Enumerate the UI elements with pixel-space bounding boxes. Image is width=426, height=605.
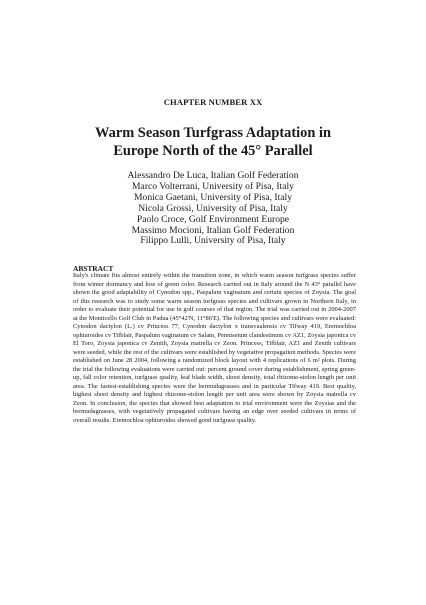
abstract-body: Italy's climate fits almost entirely within the transition zone, in which warm season turfgrass species suffer from winter dormancy and loss of green color. Research carried out in Italy around the N 43° parallel have shown the good adaptability of Cynodon spp., Paspalum vaginatum and certain species of Zoysia. The goal of this research was to study some warm season turfgrass species and cultivars grown in Northern Italy, in order to evaluate their potential for use in golf courses of that region. The trial was carried out in 2004-2007 at the Monticello Golf Club in Padua (45°42'N, 11°86'E). The following species and cultivars were evaluated: Cynodon dactylon (L.) cv Princess 77, Cynodon dactylon x transvaalensis cv Tifway 419, Eremochloa ophiuroides cv Tifblair, Paspalum vaginatum cv Salam, Pennisetum clandestinum cv AZ1, Zoysia japonica cv El Toro, Zoysia japonica cv Zenith, Zoysia matrella cv Zeon. Princess, Tifblair, AZ1 and Zenith cultivars were seeded, while the rest of the cultivars were established by vegetative propagation methods. Species were established on June 28 2004, following a randomized block layout with 4 replications of 6 m² plots. During the trial the following evaluations were carried out: percent ground cover during establishment, spring green-up, fall color retention, turfgrass quality, leaf blade width, shoot density, total rhizome-stolon length per unit area. The fastest-establishing species were the bermudagrasses and in particular Tifway 419. Best quality, highest shoot density and highest rhizome-stolon length per unit area were shown by Zoysia matrella cv Zeon. In conclusion, the species that showed best adaptation to trial environment were the Zoysias and the bermudagrasses, with vegetatively propagated cultivars having an edge over seeded cultivars in terms of overall results. Eremochloa ophiuroides showed good turfgrass quality. bbox=[73, 272, 356, 424]
chapter-number: CHAPTER NUMBER XX bbox=[163, 97, 263, 107]
author-entry: Massimo Mocioni, Italian Golf Federation bbox=[131, 224, 295, 236]
author-entry: Monica Gaetani, University of Pisa, Italy bbox=[134, 191, 292, 203]
author-entry: Nicola Grossi, University of Pisa, Italy bbox=[138, 202, 288, 214]
abstract-heading: ABSTRACT bbox=[73, 264, 114, 273]
author-entry: Marco Volterrani, University of Pisa, Italy bbox=[132, 180, 294, 192]
author-entry: Paolo Croce, Golf Environment Europe bbox=[136, 213, 290, 225]
author-list bbox=[60, 171, 366, 247]
paper-title-line-1: Warm Season Turfgrass Adaptation in bbox=[95, 125, 331, 141]
paper-title bbox=[60, 124, 366, 160]
paper-title-line-2: Europe North of the 45° Parallel bbox=[113, 143, 313, 159]
author-entry: Alessandro De Luca, Italian Golf Federation bbox=[127, 170, 299, 181]
author-entry: Filippo Lulli, University of Pisa, Italy bbox=[140, 235, 286, 247]
